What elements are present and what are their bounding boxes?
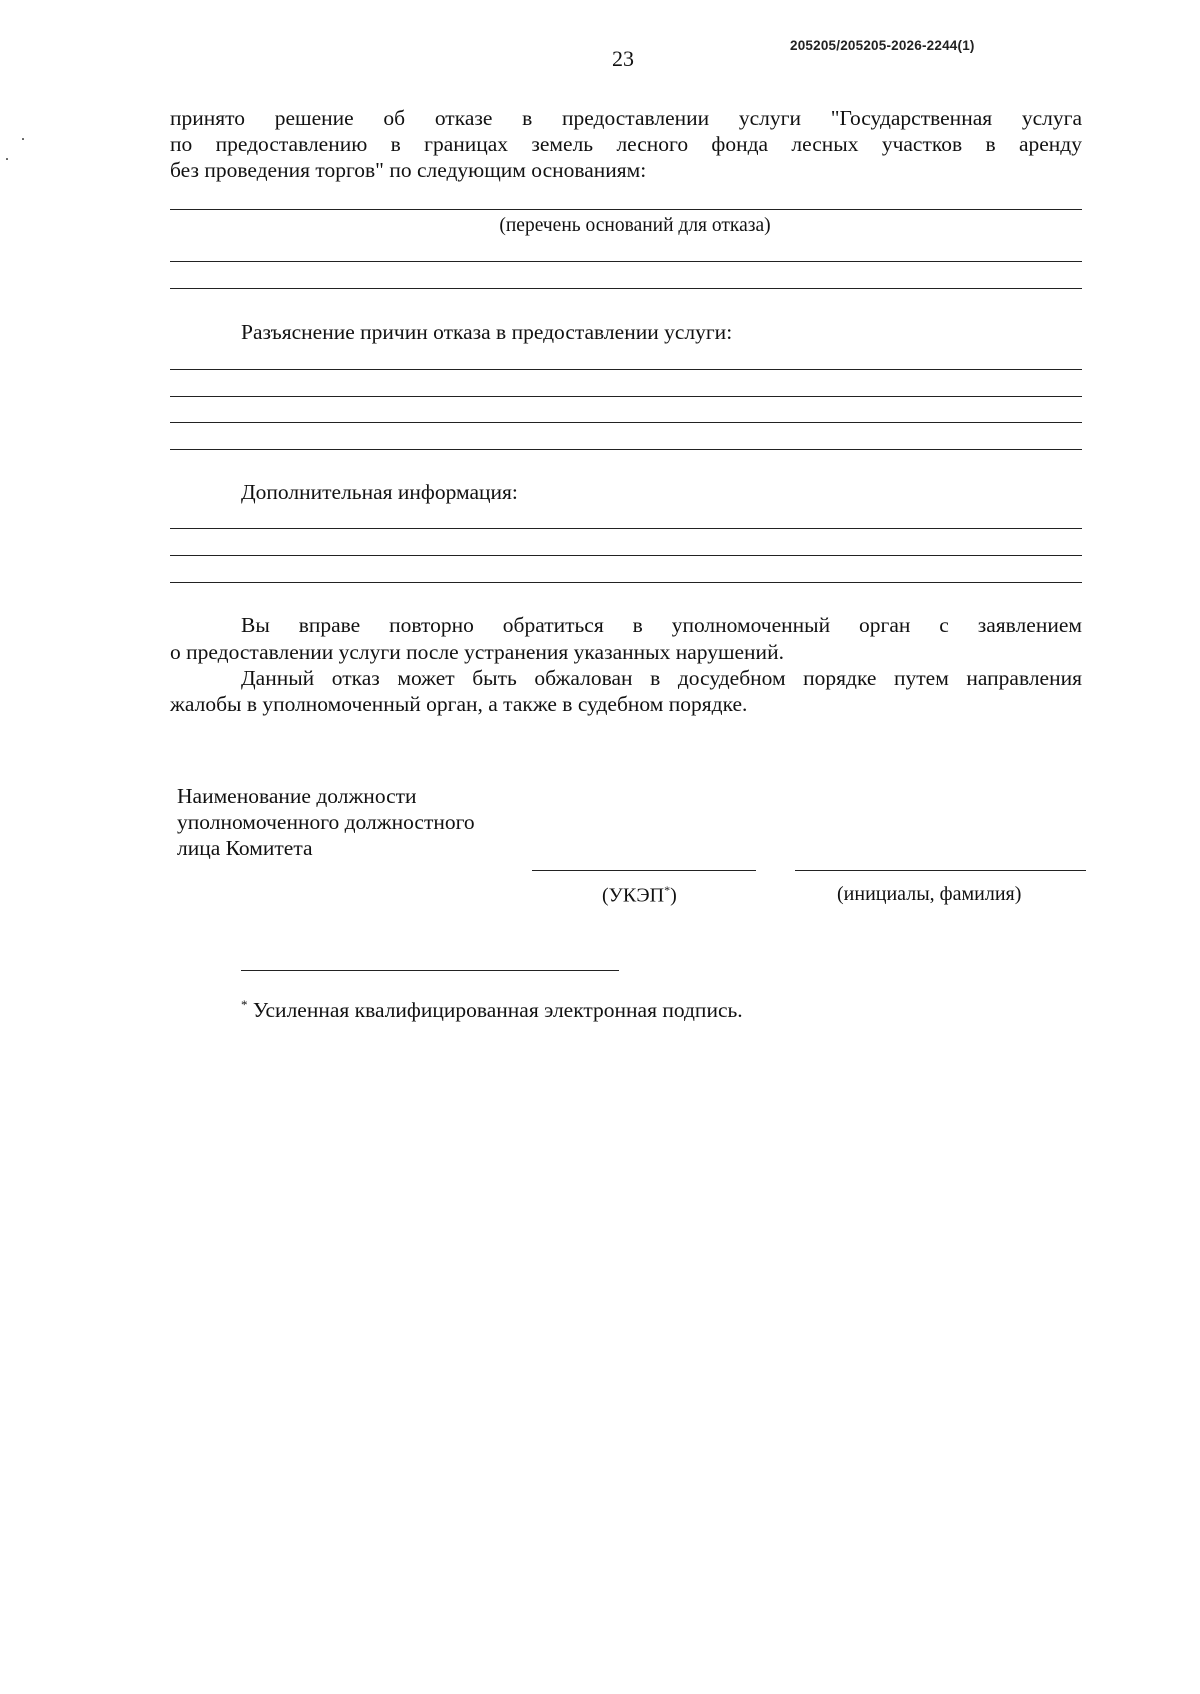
signatory-line-1: Наименование должности	[177, 784, 417, 808]
footnote-separator	[241, 970, 619, 971]
intro-line-2: по предоставлению в границах земель лесного фонда лесных участков в аренду	[170, 132, 1082, 156]
grounds-line-2	[170, 261, 1082, 262]
scan-speck	[22, 138, 24, 140]
initials-label: (инициалы, фамилия)	[837, 883, 1022, 905]
scan-speck	[6, 158, 8, 160]
grounds-line-1	[170, 209, 1082, 210]
appeal-line-2: жалобы в уполномоченный орган, а также в судебном порядке.	[170, 692, 748, 716]
explanation-line-3	[170, 422, 1082, 423]
appeal-line-1: Данный отказ может быть обжалован в досудебном порядке путем направления	[241, 666, 1082, 690]
footnote-mark: *	[241, 997, 248, 1012]
signature-line	[532, 870, 756, 871]
explanation-line-2	[170, 396, 1082, 397]
intro-line-1: принято решение об отказе в предоставлении услуги "Государственная услуга	[170, 106, 1082, 130]
additional-info-label: Дополнительная информация:	[241, 480, 518, 504]
additional-line-3	[170, 582, 1082, 583]
signatory-line-3: лица Комитета	[177, 836, 313, 860]
ukep-label	[602, 883, 677, 908]
footnote-text: Усиленная квалифицированная электронная подпись.	[247, 998, 743, 1023]
reapply-line-2: о предоставлении услуги после устранения указанных нарушений.	[170, 640, 784, 664]
signatory-line-2: уполномоченного должностного	[177, 810, 475, 834]
additional-line-2	[170, 555, 1082, 556]
page-number: 23	[612, 46, 634, 71]
explanation-line-4	[170, 449, 1082, 450]
footnote	[241, 992, 743, 1023]
intro-line-3: без проведения торгов" по следующим основаниям:	[170, 158, 647, 182]
explanation-line-1	[170, 369, 1082, 370]
ukep-label-close: )	[670, 884, 677, 907]
document-number: 205205/205205-2026-2244(1)	[790, 38, 975, 53]
initials-line	[795, 870, 1086, 871]
reapply-line-1: Вы вправе повторно обратиться в уполномоченный орган с заявлением	[241, 613, 1082, 637]
additional-line-1	[170, 528, 1082, 529]
grounds-line-3	[170, 288, 1082, 289]
ukep-footnote-mark: *	[664, 883, 671, 897]
ukep-label-text: (УКЭП	[602, 884, 665, 907]
explanation-label: Разъяснение причин отказа в предоставлении услуги:	[241, 320, 733, 344]
grounds-hint: (перечень оснований для отказа)	[499, 215, 771, 236]
